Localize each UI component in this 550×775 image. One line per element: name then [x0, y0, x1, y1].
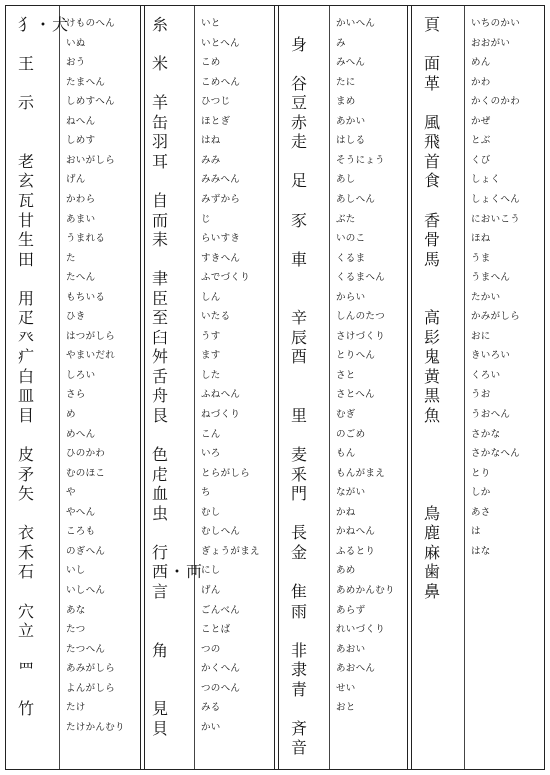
column-divider — [464, 6, 465, 769]
radical-glyph: 辰 — [291, 327, 309, 347]
radical-reading: ほね — [471, 233, 491, 245]
radical-glyph: 禾 — [18, 542, 36, 562]
radical-reading: おいがしら — [66, 154, 116, 166]
radical-reading: じ — [201, 213, 211, 225]
radical-glyph: 革 — [424, 73, 442, 93]
radical-glyph: 青 — [291, 679, 309, 699]
radical-reading: め — [66, 409, 76, 420]
radical-glyph: 赤 — [291, 112, 309, 132]
radical-reading: やへん — [66, 506, 96, 518]
radical-reading: あめ — [336, 565, 356, 577]
radical-reading: はつがしら — [66, 330, 116, 342]
radical-reading: かみがしら — [471, 311, 521, 323]
radical-glyph: 歯 — [424, 562, 442, 582]
radical-reading: よんがしら — [66, 682, 116, 694]
radical-reading: いたる — [201, 311, 231, 323]
radical-glyph: 生 — [18, 230, 36, 250]
radical-reading: めへん — [66, 428, 96, 440]
radical-reading: しんのたつ — [336, 311, 386, 323]
radical-glyph: 食 — [424, 171, 442, 191]
radical-reading: かい — [201, 721, 221, 733]
radical-reading: たけ — [66, 702, 86, 714]
radical-reading: もんがまえ — [336, 467, 386, 479]
radical-reading: み — [336, 37, 346, 49]
radical-glyph: 髟 — [424, 327, 442, 347]
radical-glyph: 立 — [18, 621, 36, 641]
radical-glyph: 門 — [291, 484, 309, 504]
radical-reading: みみへん — [201, 174, 241, 186]
radical-reading: いろ — [201, 448, 221, 460]
radical-reading: ち — [201, 487, 211, 499]
radical-reading: たに — [336, 76, 356, 88]
radical-reading: げん — [201, 584, 221, 596]
radical-reading: においこう — [471, 213, 521, 225]
radical-reading: ひき — [66, 311, 86, 323]
radical-reading: しょく — [471, 174, 501, 186]
radical-glyph: 罒 — [18, 660, 36, 680]
radical-reading: ねへん — [66, 115, 96, 127]
radical-glyph: 至 — [152, 308, 170, 328]
column-divider — [329, 6, 330, 769]
radical-reading: まめ — [336, 96, 356, 108]
radical-reading: おに — [471, 330, 491, 342]
radical-reading: からい — [336, 291, 366, 303]
radical-reading: さけづくり — [336, 330, 386, 342]
radical-glyph: 貝 — [152, 718, 170, 738]
radical-reading: つの — [201, 643, 221, 655]
radical-reading: ます — [201, 350, 221, 362]
radical-glyph: 衣 — [18, 523, 36, 543]
radical-reading: たまへん — [66, 76, 106, 88]
radical-reading: いちのかい — [471, 18, 521, 29]
radical-glyph: 舛 — [152, 347, 170, 367]
radical-glyph: 目 — [18, 406, 36, 425]
radical-reading: しろい — [66, 369, 96, 381]
radical-glyph: 白 — [18, 366, 36, 386]
radical-glyph: 竹 — [18, 699, 36, 719]
radical-reading: しょくへん — [471, 193, 521, 205]
radical-reading: もちいる — [66, 291, 106, 303]
radical-glyph: 馬 — [424, 249, 442, 269]
radical-reading: けものへん — [66, 18, 116, 29]
radical-reading: いのこ — [336, 233, 366, 245]
radical-reading: うま — [471, 252, 491, 264]
radical-glyph: 走 — [291, 132, 309, 152]
radical-glyph: 矢 — [18, 484, 36, 504]
group-divider — [274, 6, 279, 769]
radical-reading: しめすへん — [66, 96, 115, 108]
radical-reading: ことば — [201, 624, 231, 636]
radical-reading: かいへん — [336, 18, 376, 29]
radical-reading: もん — [336, 448, 356, 460]
radical-reading: のごめ — [336, 428, 366, 440]
radical-reading: いぬ — [66, 37, 86, 49]
radical-reading: ぎょうがまえ — [201, 545, 260, 557]
radical-reading: は — [471, 526, 481, 538]
radical-glyph: 田 — [18, 249, 36, 269]
radical-reading: さかな — [471, 428, 501, 440]
radical-reading: のぎへん — [66, 545, 106, 557]
radical-reading: くび — [471, 154, 491, 166]
radical-glyph: 臼 — [152, 327, 170, 347]
radical-glyph: 里 — [291, 406, 309, 425]
radical-glyph: 釆 — [291, 464, 309, 484]
radical-reading: ころも — [66, 526, 96, 538]
radical-reading: うお — [471, 389, 491, 401]
radical-reading: こん — [201, 428, 221, 440]
radical-glyph: 舌 — [152, 366, 170, 386]
radical-glyph: 用 — [18, 288, 36, 308]
radical-reading: さと — [336, 369, 356, 381]
radical-glyph: 隹 — [291, 581, 309, 601]
radical-glyph: 頁 — [424, 15, 442, 34]
radical-glyph: 豆 — [291, 93, 309, 113]
radical-reading: むしへん — [201, 526, 241, 538]
radical-glyph: 虫 — [152, 503, 170, 523]
radical-glyph: 缶 — [152, 112, 170, 132]
radical-reading: おおがい — [471, 37, 511, 49]
radical-reading: しん — [201, 291, 221, 303]
radical-glyph: 臣 — [152, 288, 170, 308]
radical-reading: みへん — [336, 57, 366, 69]
radical-glyph: 面 — [424, 54, 442, 74]
radical-reading: さとへん — [336, 389, 375, 401]
radical-reading: いしへん — [66, 584, 106, 596]
radical-reading: めん — [471, 57, 491, 69]
radical-glyph: 長 — [291, 523, 309, 543]
radical-reading: げん — [66, 174, 86, 186]
radical-reading: さかなへん — [471, 448, 521, 460]
radical-reading: ひのかわ — [66, 448, 106, 460]
radical-reading: ふるとり — [336, 545, 376, 557]
radical-glyph: 魚 — [424, 406, 442, 425]
radical-glyph: 糸 — [152, 15, 170, 34]
radical-reading: さら — [66, 389, 86, 401]
radical-reading: はね — [201, 135, 221, 147]
radical-reading: た — [66, 252, 76, 264]
radical-glyph: 虍 — [152, 464, 170, 484]
radical-glyph: 麦 — [291, 445, 309, 465]
radical-glyph: 鬼 — [424, 347, 442, 367]
radical-reading: かねへん — [336, 526, 376, 538]
radical-glyph: 老 — [18, 151, 36, 171]
radical-glyph: 鹿 — [424, 523, 442, 543]
radical-glyph: 黄 — [424, 366, 442, 386]
radical-glyph: 示 — [18, 93, 36, 113]
radical-glyph: 身 — [291, 34, 309, 54]
radical-glyph: 行 — [152, 542, 170, 562]
column-divider — [194, 6, 195, 769]
radical-reading: みみ — [201, 154, 221, 166]
group-divider — [140, 6, 145, 769]
radical-glyph: 言 — [152, 581, 170, 601]
radical-reading: あまい — [66, 213, 96, 225]
radical-glyph: 色 — [152, 445, 170, 465]
radical-glyph: 辛 — [291, 308, 309, 328]
radical-reading: おと — [336, 702, 356, 714]
radical-reading: あおい — [336, 643, 366, 655]
radical-reading: はな — [471, 545, 491, 557]
radical-reading: たつ — [66, 624, 86, 636]
radical-reading: ながい — [336, 487, 366, 499]
radical-reading: むぎ — [336, 409, 356, 420]
radical-reading: ふでづくり — [201, 272, 251, 284]
radical-reading: あおへん — [336, 663, 376, 675]
radical-glyph: 隶 — [291, 660, 309, 680]
radical-reading: かくのかわ — [471, 96, 521, 108]
radical-reading: とりへん — [336, 350, 376, 362]
radical-reading: こめへん — [201, 76, 241, 88]
radical-glyph: 足 — [291, 171, 309, 191]
radical-reading: くるまへん — [336, 272, 386, 284]
radical-glyph: 見 — [152, 699, 170, 719]
radical-reading: みる — [201, 702, 221, 714]
radical-glyph: 耒 — [152, 230, 170, 250]
radical-reading: たけかんむり — [66, 721, 125, 733]
radical-glyph: 飛 — [424, 132, 442, 152]
radical-reading: はしる — [336, 135, 366, 147]
radical-glyph: 耳 — [152, 151, 170, 171]
radical-reading: みずから — [201, 193, 241, 205]
radical-reading: かわら — [66, 193, 96, 205]
radical-glyph: 癶 — [18, 327, 36, 347]
radical-table — [5, 5, 545, 770]
radical-reading: ふねへん — [201, 389, 241, 401]
radical-reading: たへん — [66, 272, 96, 284]
radical-glyph: 車 — [291, 249, 309, 269]
radical-glyph: 血 — [152, 484, 170, 504]
radical-glyph: 羊 — [152, 93, 170, 113]
radical-reading: たつへん — [66, 643, 106, 655]
radical-reading: あみがしら — [66, 663, 116, 675]
radical-reading: いとへん — [201, 37, 240, 49]
radical-glyph: 甘 — [18, 210, 36, 230]
radical-reading: あめかんむり — [336, 584, 395, 596]
radical-glyph: 而 — [152, 210, 170, 230]
radical-glyph: 骨 — [424, 230, 442, 250]
radical-reading: しめす — [66, 135, 96, 147]
radical-reading: いと — [201, 18, 221, 29]
radical-reading: ねづくり — [201, 409, 241, 420]
radical-glyph: 皮 — [18, 445, 36, 465]
radical-glyph: 王 — [18, 54, 36, 74]
radical-reading: あらず — [336, 604, 366, 616]
radical-reading: らいすき — [201, 233, 241, 245]
radical-reading: あし — [336, 174, 356, 186]
radical-glyph: 石 — [18, 562, 36, 582]
radical-reading: ぶた — [336, 213, 356, 225]
radical-glyph: 非 — [291, 640, 309, 660]
radical-reading: たかい — [471, 291, 501, 303]
radical-glyph: 疒 — [18, 347, 36, 367]
radical-reading: こめ — [201, 57, 221, 69]
radical-reading: むし — [201, 506, 221, 518]
radical-reading: ひつじ — [201, 96, 231, 108]
radical-reading: あさ — [471, 506, 491, 518]
radical-reading: やまいだれ — [66, 350, 116, 362]
radical-glyph: 舟 — [152, 386, 170, 406]
radical-reading: いし — [66, 565, 86, 577]
radical-reading: うまれる — [66, 233, 106, 245]
radical-reading: ごんべん — [201, 604, 241, 616]
radical-glyph: 聿 — [152, 269, 170, 289]
radical-reading: すきへん — [201, 252, 241, 264]
radical-glyph: 金 — [291, 542, 309, 562]
radical-glyph: 羽 — [152, 132, 170, 152]
radical-reading: うす — [201, 330, 221, 342]
radical-reading: うおへん — [471, 409, 511, 420]
radical-reading: せい — [336, 682, 356, 694]
radical-reading: くるま — [336, 252, 366, 264]
radical-glyph: 犭・犬 — [18, 15, 70, 34]
radical-glyph: 谷 — [291, 73, 309, 93]
radical-reading: むのほこ — [66, 467, 106, 479]
radical-reading: おう — [66, 57, 86, 69]
radical-glyph: 鳥 — [424, 503, 442, 523]
radical-glyph: 米 — [152, 54, 170, 74]
radical-glyph: 風 — [424, 112, 442, 132]
radical-reading: あしへん — [336, 193, 376, 205]
radical-glyph: 酉 — [291, 347, 309, 367]
radical-glyph: 瓦 — [18, 190, 36, 210]
radical-glyph: 疋 — [18, 308, 36, 328]
radical-reading: きいろい — [471, 350, 511, 362]
radical-glyph: 豕 — [291, 210, 309, 230]
radical-glyph: 高 — [424, 308, 442, 328]
radical-glyph: 首 — [424, 151, 442, 171]
radical-glyph: 穴 — [18, 601, 36, 621]
radical-glyph: 西・襾 — [152, 562, 204, 582]
radical-reading: そうにょう — [336, 154, 385, 166]
radical-reading: かわ — [471, 76, 491, 88]
radical-reading: しか — [471, 487, 491, 499]
radical-glyph: 斉 — [291, 718, 309, 738]
column-divider — [59, 6, 60, 769]
radical-glyph: 鼻 — [424, 581, 442, 601]
radical-glyph: 音 — [291, 738, 309, 758]
group-divider — [407, 6, 412, 769]
radical-reading: かね — [336, 506, 356, 518]
radical-reading: あな — [66, 604, 86, 616]
radical-reading: や — [66, 487, 76, 499]
radical-reading: とぶ — [471, 135, 491, 147]
radical-glyph: 皿 — [18, 386, 36, 406]
radical-glyph: 自 — [152, 190, 170, 210]
radical-glyph: 黒 — [424, 386, 442, 406]
radical-reading: うまへん — [471, 272, 511, 284]
radical-reading: とり — [471, 467, 491, 479]
radical-reading: かぜ — [471, 115, 491, 127]
radical-reading: した — [201, 369, 221, 381]
radical-glyph: 香 — [424, 210, 442, 230]
radical-reading: ほとぎ — [201, 115, 231, 127]
radical-reading: かくへん — [201, 663, 241, 675]
radical-reading: とらがしら — [201, 467, 251, 479]
radical-glyph: 矛 — [18, 464, 36, 484]
radical-reading: くろい — [471, 369, 501, 381]
radical-glyph: 角 — [152, 640, 170, 660]
radical-glyph: 艮 — [152, 406, 170, 425]
radical-reading: にし — [201, 565, 221, 577]
radical-glyph: 麻 — [424, 542, 442, 562]
radical-reading: れいづくり — [336, 624, 386, 636]
radical-reading: つのへん — [201, 682, 241, 694]
radical-glyph: 雨 — [291, 601, 309, 621]
radical-glyph: 玄 — [18, 171, 36, 191]
radical-reading: あかい — [336, 115, 366, 127]
